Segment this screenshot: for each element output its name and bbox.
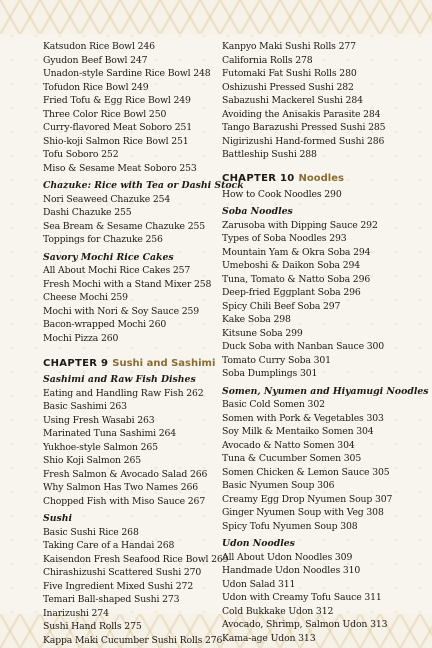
toc-entry[interactable]: Cold Bukkake Udon 312 [222, 605, 334, 617]
toc-entry[interactable]: Zarusoba with Dipping Sauce 292 [222, 219, 378, 231]
toc-entry[interactable]: Battleship Sushi 288 [222, 149, 317, 160]
toc-entry[interactable]: Shio-koji Salmon Rice Bowl 251 [43, 135, 189, 147]
section-heading: Sushi [43, 513, 72, 524]
toc-entry[interactable]: Umeboshi & Daikon Soba 294 [222, 260, 361, 271]
toc-entry[interactable]: Cheese Mochi 259 [43, 292, 128, 303]
toc-entry[interactable]: Miso & Sesame Meat Soboro 253 [43, 162, 197, 174]
toc-entry[interactable]: How to Cook Noodles 290 [222, 188, 342, 200]
toc-entry[interactable]: Chirashizushi Scattered Sushi 270 [43, 567, 202, 578]
chapter-9-heading [43, 357, 217, 371]
toc-entry[interactable]: Inarizushi 274 [43, 607, 109, 619]
toc-entry[interactable]: Basic Nyumen Soup 306 [222, 480, 335, 491]
toc-entry[interactable]: Basic Sushi Rice 268 [43, 526, 139, 538]
decorative-header-pattern [0, 0, 432, 34]
section-heading: Somen, Nyumen and Hiyamugi Noodles [222, 385, 429, 397]
toc-entry[interactable]: Bacon-wrapped Mochi 260 [43, 319, 167, 330]
toc-entry[interactable]: Ginger Nyumen Soup with Veg 308 [222, 507, 384, 518]
toc-entry[interactable]: Fresh Salmon & Avocado Salad 266 [43, 468, 208, 480]
chapter-number: CHAPTER 10 [222, 172, 295, 184]
toc-entry[interactable]: Duck Soba with Nanban Sauce 300 [222, 341, 385, 352]
toc-entry[interactable]: Somen Chicken & Lemon Sauce 305 [222, 466, 390, 478]
toc-entry[interactable]: Mochi with Nori & Soy Sauce 259 [43, 305, 200, 317]
toc-entry[interactable]: Mochi Pizza 260 [43, 332, 119, 344]
toc-entry[interactable]: All About Mochi Rice Cakes 257 [43, 265, 191, 276]
toc-entry[interactable]: Curry-flavored Meat Soboro 251 [43, 122, 193, 133]
toc-entry[interactable]: Five Ingredient Mixed Sushi 272 [43, 580, 194, 592]
toc-entry[interactable]: California Rolls 278 [222, 54, 313, 66]
toc-entry[interactable]: Eating and Handling Raw Fish 262 [43, 387, 204, 399]
toc-entry[interactable]: Sushi Hand Rolls 275 [43, 621, 142, 632]
toc-entry[interactable]: Basic Cold Somen 302 [222, 399, 325, 410]
section-heading: Sashimi and Raw Fish Dishes [43, 374, 196, 385]
toc-entry[interactable]: Kake Soba 298 [222, 314, 291, 325]
chapter-title: Noodles [298, 172, 344, 184]
toc-entry[interactable]: Basic Sashimi 263 [43, 401, 127, 412]
toc-entry[interactable]: Avoiding the Anisakis Parasite 284 [222, 108, 381, 120]
toc-entry[interactable]: Sea Bream & Sesame Chazuke 255 [43, 220, 206, 232]
toc-entry[interactable]: Fried Tofu & Egg Rice Bowl 249 [43, 95, 191, 106]
toc-entry[interactable]: Taking Care of a Handai 268 [43, 540, 175, 551]
toc-entry[interactable]: Oshizushi Pressed Sushi 282 [222, 81, 354, 93]
toc-entry[interactable]: Creamy Egg Drop Nyumen Soup 307 [222, 493, 393, 505]
right-column [222, 40, 429, 645]
toc-entry[interactable]: Soy Milk & Mentaiko Somen 304 [222, 426, 374, 437]
toc-entry[interactable]: Katsudon Rice Bowl 246 [43, 41, 155, 52]
toc-entry[interactable]: Avocado & Natto Somen 304 [222, 439, 355, 451]
toc-entry[interactable]: Three Color Rice Bowl 250 [43, 108, 167, 120]
toc-entry[interactable]: Toppings for Chazuke 256 [43, 234, 163, 245]
toc-entry[interactable]: Avocado, Shrimp, Salmon Udon 313 [222, 619, 388, 630]
toc-entry[interactable]: Soba Dumplings 301 [222, 368, 318, 379]
section-heading: Chazuke: Rice with Tea or Dashi Stock [43, 180, 244, 191]
toc-entry[interactable]: Dashi Chazuke 255 [43, 207, 132, 218]
toc-entry[interactable]: Mountain Yam & Okra Soba 294 [222, 246, 371, 258]
toc-entry[interactable]: Somen with Pork & Vegetables 303 [222, 412, 384, 424]
toc-entry[interactable]: Spicy Chili Beef Soba 297 [222, 300, 341, 312]
toc-entry[interactable]: Tuna, Tomato & Natto Soba 296 [222, 273, 371, 285]
section-heading: Savory Mochi Rice Cakes [43, 251, 174, 263]
toc-entry[interactable]: Tuna & Cucumber Somen 305 [222, 453, 362, 464]
toc-entry[interactable]: Chopped Fish with Miso Sauce 267 [43, 495, 206, 507]
toc-entry[interactable]: Marinated Tuna Sashimi 264 [43, 428, 177, 439]
toc-entry[interactable]: Shio Koji Salmon 265 [43, 455, 141, 466]
toc-entry[interactable]: Kanpyo Maki Sushi Rolls 277 [222, 41, 356, 52]
toc-entry[interactable]: Fresh Mochi with a Stand Mixer 258 [43, 278, 212, 290]
toc-entry[interactable]: Kappa Maki Cucumber Sushi Rolls 276 [43, 634, 223, 646]
section-heading: Soba Noodles [222, 206, 293, 217]
toc-entry[interactable]: All About Udon Noodles 309 [222, 551, 353, 563]
toc-entry[interactable]: Tomato Curry Soba 301 [222, 354, 331, 366]
toc-entry[interactable]: Why Salmon Has Two Names 266 [43, 482, 199, 493]
chapter-10-heading [222, 172, 396, 186]
toc-entry[interactable]: Kitsune Soba 299 [222, 327, 303, 339]
toc-entry[interactable]: Unadon-style Sardine Rice Bowl 248 [43, 68, 211, 79]
toc-entry[interactable]: Yukhoe-style Salmon 265 [43, 441, 158, 453]
toc-entry[interactable]: Sabazushi Mackerel Sushi 284 [222, 95, 363, 106]
toc-entry[interactable]: Tango Barazushi Pressed Sushi 285 [222, 122, 386, 133]
toc-entry[interactable]: Kaisendon Fresh Seafood Rice Bowl 269 [43, 553, 229, 565]
toc-entry[interactable]: Futomaki Fat Sushi Rolls 280 [222, 68, 357, 79]
toc-entry[interactable]: Nigirizushi Hand-formed Sushi 286 [222, 135, 385, 147]
toc-entry[interactable]: Udon Salad 311 [222, 578, 296, 590]
rice-bowls-list [43, 40, 217, 175]
left-column [43, 40, 244, 647]
toc-entry[interactable]: Deep-fried Eggplant Soba 296 [222, 287, 361, 298]
toc-entry[interactable]: Kama-age Udon 313 [222, 632, 316, 644]
toc-entry[interactable]: Types of Soba Noodles 293 [222, 233, 347, 244]
section-heading: Udon Noodles [222, 538, 295, 549]
toc-entry[interactable]: Gyudon Beef Bowl 247 [43, 54, 148, 66]
toc-entry[interactable]: Spicy Tofu Nyumen Soup 308 [222, 520, 358, 532]
toc-entry[interactable]: Udon with Creamy Tofu Sauce 311 [222, 592, 382, 603]
chapter-number: CHAPTER 9 [43, 358, 109, 369]
toc-entry[interactable]: Handmade Udon Noodles 310 [222, 565, 361, 576]
toc-entry[interactable]: Tofu Soboro 252 [43, 149, 119, 160]
toc-entry[interactable]: Tofudon Rice Bowl 249 [43, 81, 149, 93]
toc-entry[interactable]: Temari Ball-shaped Sushi 273 [43, 594, 180, 605]
toc-entry[interactable]: Nori Seaweed Chazuke 254 [43, 193, 171, 205]
toc-entry[interactable]: Using Fresh Wasabi 263 [43, 414, 155, 426]
chapter-title: Sushi and Sashimi [112, 358, 216, 369]
